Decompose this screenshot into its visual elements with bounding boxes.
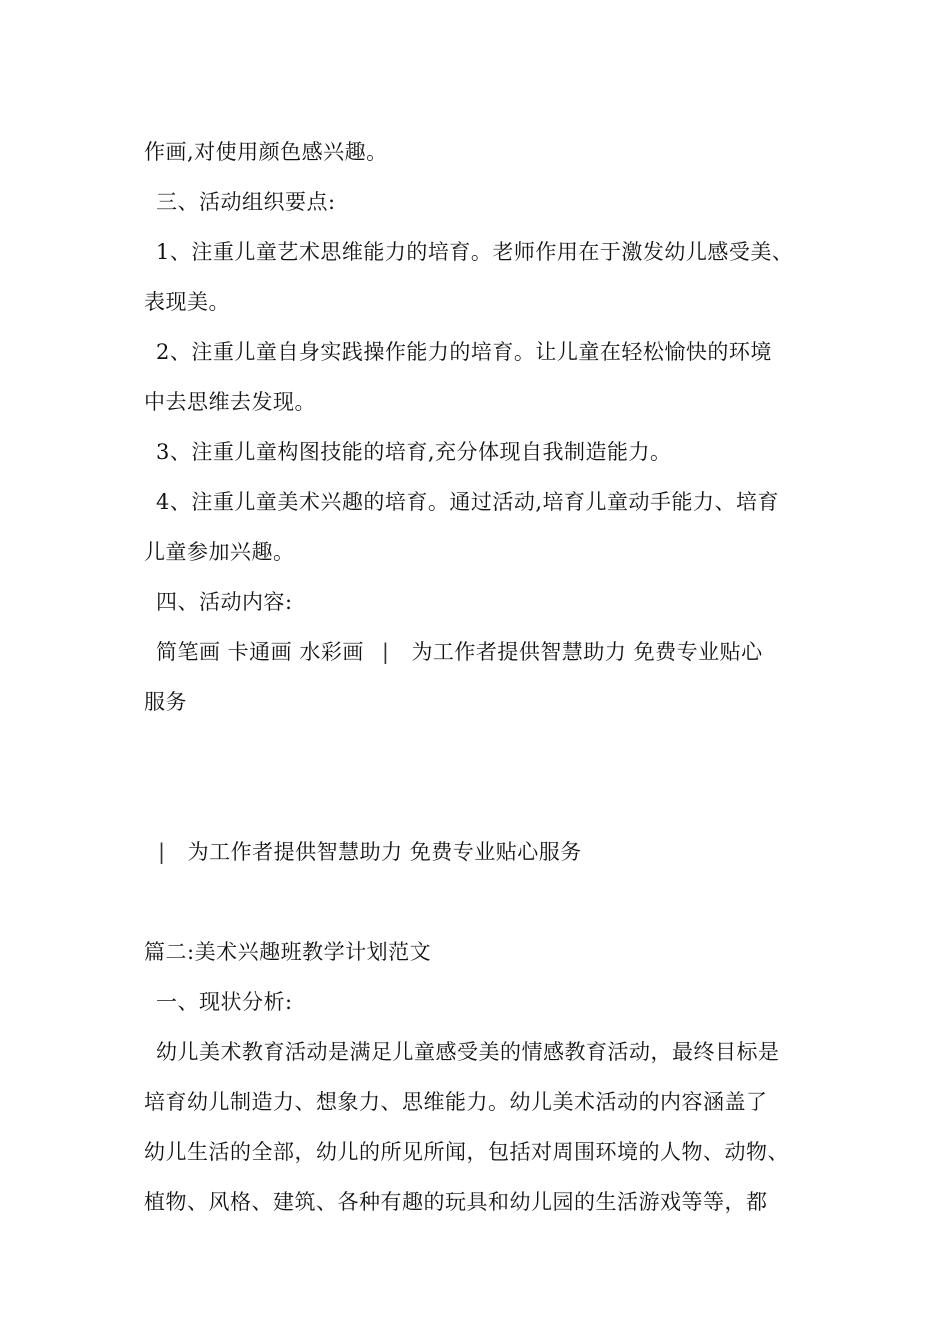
heading-activity-content: 四、活动内容:: [156, 590, 293, 614]
section2-paragraph-line-1: 幼儿美术教育活动是满足儿童感受美的情感教育活动，最终目标是: [156, 1040, 780, 1064]
separator-bar: |: [381, 640, 390, 664]
text-line-point-2-cont: 中去思维去发现。: [144, 390, 316, 414]
footer-slogan-full: 为工作者提供智慧助力 免费专业贴心服务: [187, 840, 582, 864]
page-footer: [158, 837, 582, 867]
footer-slogan-cont: 服务: [144, 690, 187, 714]
text-line-point-3: 3、注重儿童构图技能的培育,充分体现自我制造能力。: [156, 440, 672, 464]
text-line-point-2: 2、注重儿童自身实践操作能力的培育。让儿童在轻松愉快的环境: [156, 340, 772, 364]
section2-paragraph-line-3: 幼儿生活的全部，幼儿的所见所闻，包括对周围环境的人物、动物、: [144, 1140, 789, 1164]
footer-slogan: 为工作者提供智慧助力 免费专业贴心: [411, 640, 763, 664]
section2-paragraph-line-4: 植物、风格、建筑、各种有趣的玩具和幼儿园的生活游戏等等，都: [144, 1190, 768, 1214]
section2-title: 篇二:美术兴趣班教学计划范文: [144, 940, 432, 964]
activity-content-line: [144, 637, 763, 667]
section2-heading-status: 一、现状分析:: [156, 990, 293, 1014]
text-line-point-1-cont: 表现美。: [144, 290, 230, 314]
text-line-point-4: 4、注重儿童美术兴趣的培育。通过活动,培育儿童动手能力、培育: [156, 490, 780, 514]
heading-organization-points: 三、活动组织要点:: [156, 190, 336, 214]
text-line-1: 作画,对使用颜色感兴趣。: [144, 140, 388, 164]
section2-paragraph-line-2: 培育幼儿制造力、想象力、思维能力。幼儿美术活动的内容涵盖了: [144, 1090, 768, 1114]
text-line-point-1: 1、注重儿童艺术思维能力的培育。老师作用在于激发幼儿感受美、: [156, 240, 794, 264]
footer-separator-bar: |: [158, 840, 166, 864]
text-line-point-4-cont: 儿童参加兴趣。: [144, 540, 295, 564]
activity-types: 简笔画 卡通画 水彩画: [156, 640, 364, 664]
